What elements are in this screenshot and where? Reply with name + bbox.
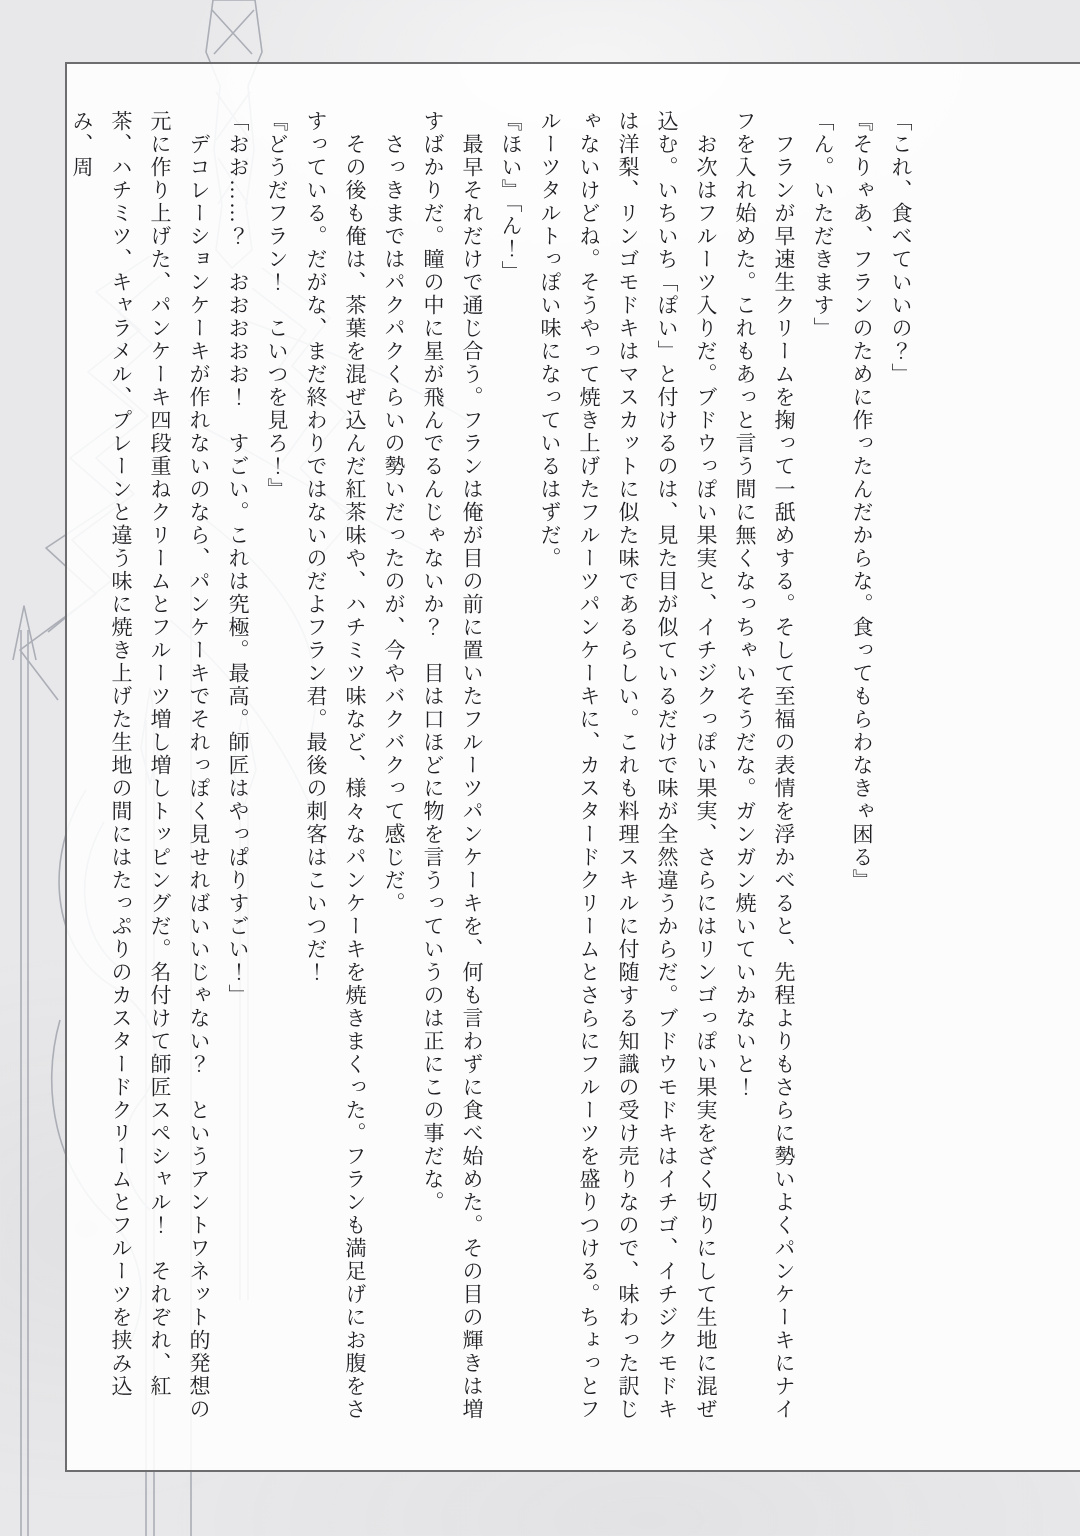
paragraph: 『どうだフラン！ こいつを見ろ！』 bbox=[265, 110, 289, 501]
paragraph: 『ほい』「ん！」 bbox=[499, 110, 523, 284]
paragraph: フランが早速生クリームを掬って一舐めする。そして至福の表情を浮かべると、先程よりもさらに勢いよくパンケーキにナイフを入れ始めた。これもあっと言う間に無くなっちゃいそうだな。ガンガン焼いていかないと！ bbox=[733, 110, 796, 1421]
body-text bbox=[70, 110, 920, 1434]
paragraph: 「これ、食べていいの？」 bbox=[889, 110, 913, 386]
paragraph: 「おお……？ おおおおお！ すごい。これは究極。最高。師匠はやっぱりすごい！」 bbox=[226, 110, 250, 1007]
paragraph: 最早それだけで通じ合う。フランは俺が目の前に置いたフルーツパンケーキを、何も言わずに食べ始めた。その目の輝きは増すばかりだ。瞳の中に星が飛んでるんじゃないか？ 目は口ほどに物を言うっていうのは正にこの事だな。 bbox=[421, 110, 484, 1421]
paragraph: その後も俺は、茶葉を混ぜ込んだ紅茶味や、ハチミツ味など、様々なパンケーキを焼きまくった。フランも満足げにお腹をさすっている。だがな、まだ終わりではないのだよフラン君。最後の刺客はこいつだ！ bbox=[304, 110, 367, 1421]
paragraph: さっきまではパクパクくらいの勢いだったのが、今やバクバクって感じだ。 bbox=[382, 133, 406, 915]
paragraph: お次はフルーツ入りだ。ブドウっぽい果実と、イチジクっぽい果実、さらにはリンゴっぽい果実をざく切りにして生地に混ぜ込む。いちいち「ぽい」と付けるのは、見た目が似ているだけで味が全然違うからだ。ブドウモドキはイチゴ、イチジクモドキは洋梨、リンゴモドキはマスカットに似た味であるらしい。これも料理スキルに付随する知識の受け売りなので、味わった訳じゃないけどね。そうやって焼き上げたフルーツパンケーキに、カスタードクリームとさらにフルーツを盛りつける。ちょっとフルーツタルトっぽい味になっているはずだ。 bbox=[538, 110, 718, 1421]
paragraph: デコレーションケーキが作れないのなら、パンケーキでそれっぽく見せればいいじゃない？ というアントワネット的発想の元に作り上げた、パンケーキ四段重ねクリームとフルーツ増し増しトッピングだ。名付けて師匠スペシャル！ それぞれ、紅茶、ハチミツ、キャラメル、プレーンと違う味に焼き上げた生地の間にはたっぷりのカスタードクリームとフルーツを挟み込み、周 bbox=[70, 110, 211, 1421]
paragraph: 『そりゃあ、フランのために作ったんだからな。食ってもらわなきゃ困る』 bbox=[850, 110, 874, 892]
paragraph: 「ん。いただきます」 bbox=[811, 110, 835, 340]
